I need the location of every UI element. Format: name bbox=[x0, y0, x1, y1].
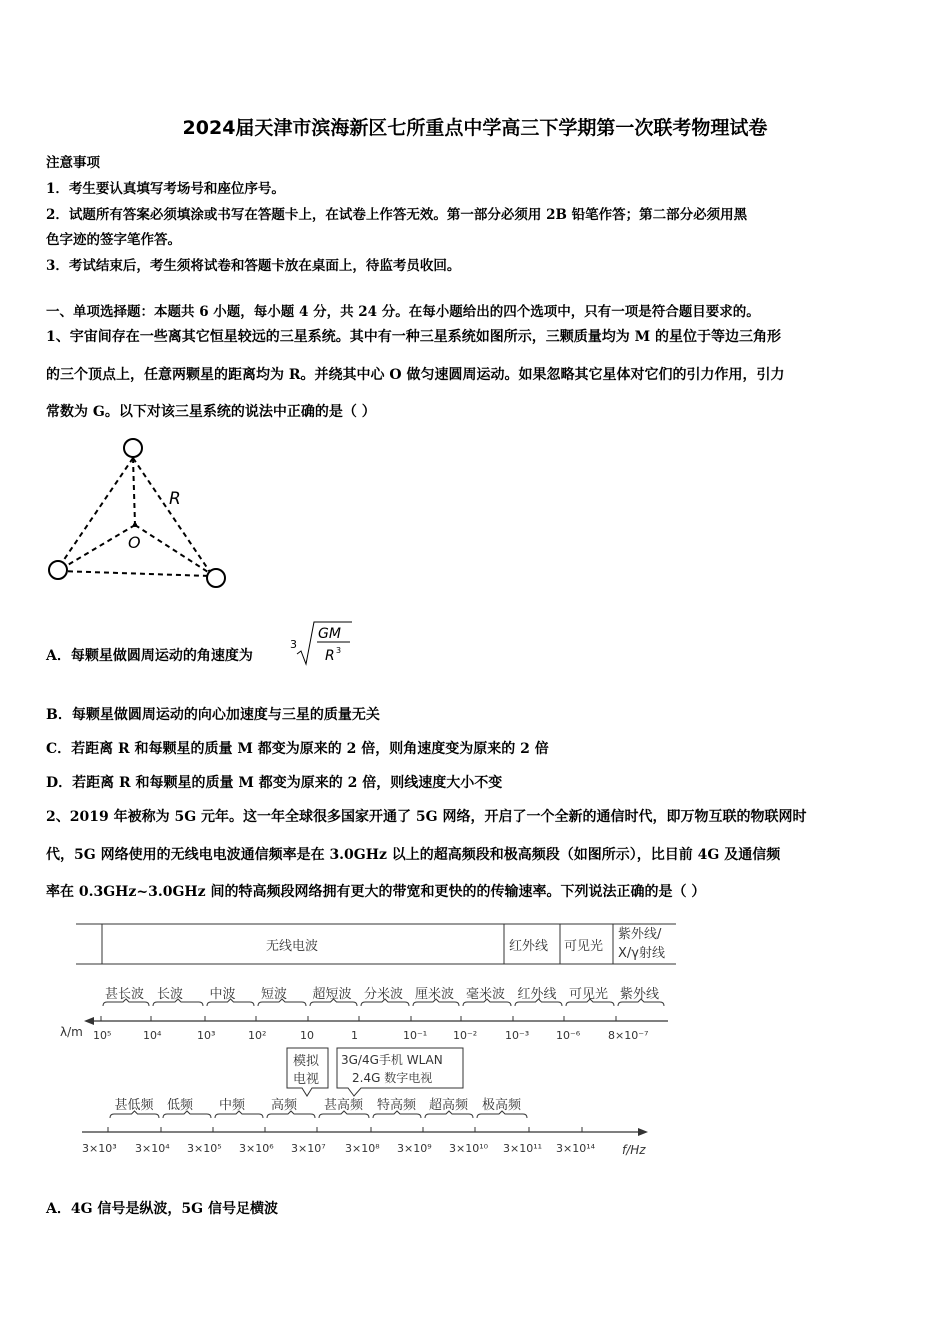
wavelength-axis-label: λ/m bbox=[60, 1025, 83, 1039]
frequency-axis-label: f/Hz bbox=[622, 1143, 646, 1157]
q1-option-a: A．每颗星做圆周运动的角速度为 bbox=[46, 648, 253, 664]
notice-item: 色字迹的签字笔作答。 bbox=[46, 232, 181, 248]
wavelength-tick-label: 10⁻¹ bbox=[403, 1029, 428, 1042]
wave-name: 红外线 bbox=[517, 987, 557, 1002]
frequency-tick-label: 3×10³ bbox=[82, 1142, 117, 1155]
frequency-tick-label: 3×10⁴ bbox=[135, 1142, 170, 1155]
frequency-arrow bbox=[638, 1128, 648, 1136]
digital-box bbox=[337, 1048, 463, 1096]
wavelength-tick-label: 10³ bbox=[197, 1029, 216, 1042]
wavelength-tick-label: 10⁻² bbox=[453, 1029, 478, 1042]
notice-heading: 注意事项 bbox=[46, 155, 100, 171]
spectrum-diagram bbox=[56, 918, 696, 1168]
frequency-tick-label: 3×10⁹ bbox=[397, 1142, 432, 1155]
band-xray: X/γ射线 bbox=[618, 946, 665, 961]
digital-box-line: 2.4G 数字电视 bbox=[352, 1071, 433, 1085]
analog-box-line: 模拟 bbox=[293, 1054, 320, 1069]
page-title: 2024届天津市滨海新区七所重点中学高三下学期第一次联考物理试卷 bbox=[182, 117, 768, 139]
wavelength-tick-label: 10⁻⁶ bbox=[556, 1029, 581, 1042]
label-o: O bbox=[128, 533, 141, 552]
radius-line bbox=[135, 525, 208, 572]
wavelength-tick-label: 10⁵ bbox=[93, 1029, 112, 1042]
radius-line bbox=[66, 525, 135, 566]
frequency-tick-label: 3×10⁵ bbox=[187, 1142, 222, 1155]
band-infrared: 红外线 bbox=[509, 939, 549, 954]
wave-name: 甚长波 bbox=[105, 987, 145, 1002]
analog-tv-box bbox=[287, 1048, 328, 1096]
wave-name: 短波 bbox=[261, 987, 288, 1002]
frequency-tick-label: 3×10¹¹ bbox=[503, 1142, 543, 1155]
frequency-tick-label: 3×10¹⁴ bbox=[556, 1142, 596, 1155]
wave-name: 紫外线 bbox=[620, 987, 660, 1002]
triangle-side bbox=[133, 458, 212, 575]
wavelength-tick-label: 10⁻³ bbox=[505, 1029, 530, 1042]
wavelength-tick-label: 1 bbox=[351, 1029, 358, 1042]
q2-stem-line: 2、2019 年被称为 5G 元年。这一年全球很多国家开通了 5G 网络，开启了一个全新的通信时代，即万物互联的物联网时 bbox=[46, 809, 807, 825]
digital-box-line: 3G/4G手机 WLAN bbox=[341, 1053, 443, 1067]
frequency-tick-label: 3×10⁷ bbox=[291, 1142, 326, 1155]
star-top bbox=[124, 439, 142, 457]
q1-stem-line: 常数为 G。以下对该三星系统的说法中正确的是（ ） bbox=[46, 404, 376, 420]
notice-item: 1．考生要认真填写考场号和座位序号。 bbox=[46, 181, 285, 197]
triangle-side bbox=[59, 571, 210, 576]
center-point bbox=[133, 523, 137, 527]
q2-stem-line: 代，5G 网络使用的无线电电波通信频率是在 3.0GHz 以上的超高频段和极高频段（如图所示），比目前 4G 及通信频 bbox=[46, 847, 781, 863]
three-star-diagram bbox=[40, 432, 240, 592]
numerator: GM bbox=[318, 626, 341, 642]
notice-item: 2．试题所有答案必须填涂或书写在答题卡上，在试卷上作答无效。第一部分必须用 2B 铅笔作答；第二部分必须用黑 bbox=[46, 207, 748, 223]
wave-name: 厘米波 bbox=[415, 987, 455, 1002]
frequency-name: 低频 bbox=[167, 1098, 194, 1113]
denominator: R bbox=[325, 648, 335, 664]
frequency-tick-label: 3×10⁸ bbox=[345, 1142, 380, 1155]
wave-name: 毫米波 bbox=[466, 987, 506, 1002]
cube-root-formula bbox=[288, 618, 368, 670]
analog-box-line: 电视 bbox=[293, 1072, 320, 1087]
q1-option-b: B．每颗星做圆周运动的向心加速度与三星的质量无关 bbox=[46, 707, 380, 723]
triangle-side bbox=[59, 458, 133, 567]
wave-name: 中波 bbox=[209, 987, 236, 1002]
radius-line bbox=[133, 458, 135, 525]
band-radio: 无线电波 bbox=[266, 939, 319, 954]
frequency-name: 高频 bbox=[271, 1098, 298, 1113]
root-index: 3 bbox=[290, 638, 297, 651]
q2-option-a: A．4G 信号是纵波，5G 信号足横波 bbox=[46, 1201, 279, 1217]
q1-option-d: D．若距离 R 和每颗星的质量 M 都变为原来的 2 倍，则线速度大小不变 bbox=[46, 775, 503, 791]
wave-name: 长波 bbox=[157, 987, 184, 1002]
frequency-tick-label: 3×10¹⁰ bbox=[449, 1142, 489, 1155]
band-visible: 可见光 bbox=[564, 939, 604, 954]
wavelength-tick-label: 8×10⁻⁷ bbox=[608, 1029, 649, 1042]
wavelength-tick-label: 10⁴ bbox=[143, 1029, 162, 1042]
wavelength-arrow bbox=[84, 1017, 94, 1025]
label-r: R bbox=[169, 489, 181, 509]
frequency-name: 超高频 bbox=[429, 1098, 469, 1113]
star-left bbox=[49, 561, 67, 579]
q1-stem-line: 1、宇宙间存在一些离其它恒星较远的三星系统。其中有一种三星系统如图所示，三颗质量均为 M 的星位于等边三角形 bbox=[46, 329, 781, 345]
frequency-tick-label: 3×10⁶ bbox=[239, 1142, 274, 1155]
frequency-name: 甚高频 bbox=[324, 1098, 364, 1113]
section-heading: 一、单项选择题：本题共 6 小题，每小题 4 分，共 24 分。在每小题给出的四个选项中，只有一项是符合题目要求的。 bbox=[46, 304, 760, 320]
frequency-name: 特高频 bbox=[377, 1098, 417, 1113]
notice-item: 3．考试结束后，考生须将试卷和答题卡放在桌面上，待监考员收回。 bbox=[46, 258, 461, 274]
q1-option-c: C．若距离 R 和每颗星的质量 M 都变为原来的 2 倍，则角速度变为原来的 2 倍 bbox=[46, 741, 549, 757]
q1-stem-line: 的三个顶点上，任意两颗星的距离均为 R。并绕其中心 O 做匀速圆周运动。如果忽略其它星体对它们的引力作用，引力 bbox=[46, 367, 785, 383]
wave-name: 分米波 bbox=[364, 987, 404, 1002]
band-uv: 紫外线/ bbox=[618, 927, 662, 942]
wavelength-tick-label: 10 bbox=[300, 1029, 314, 1042]
frequency-name: 甚低频 bbox=[114, 1098, 154, 1113]
frequency-name: 极高频 bbox=[482, 1098, 522, 1113]
q2-stem-line: 率在 0.3GHz~3.0GHz 间的特高频段网络拥有更大的带宽和更快的的传输速率。下列说法正确的是（ ） bbox=[46, 884, 706, 900]
wave-name: 超短波 bbox=[312, 987, 352, 1002]
star-right bbox=[207, 569, 225, 587]
wavelength-tick-label: 10² bbox=[248, 1029, 267, 1042]
wave-name: 可见光 bbox=[569, 987, 609, 1002]
frequency-name: 中频 bbox=[219, 1098, 246, 1113]
exponent: 3 bbox=[336, 646, 342, 655]
